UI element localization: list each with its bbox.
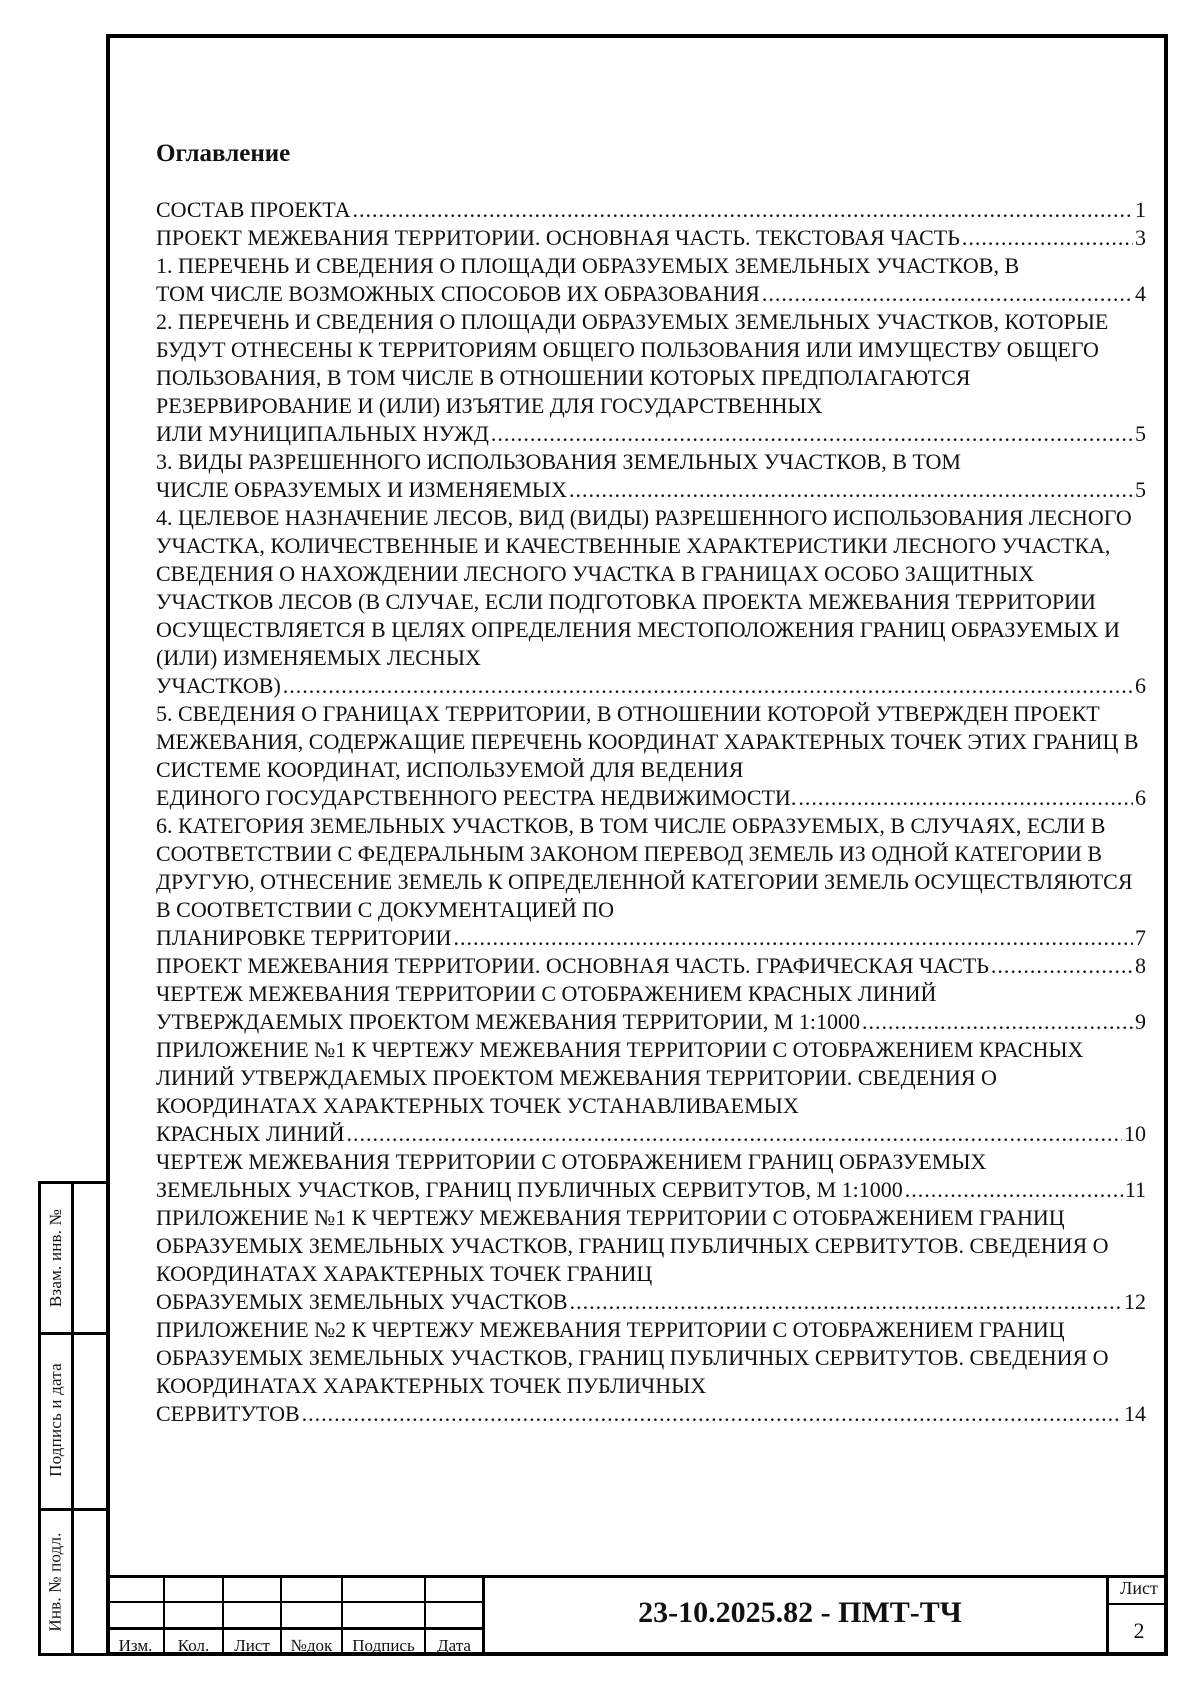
- toc-entry-title: УТВЕРЖДАЕМЫХ ПРОЕКТОМ МЕЖЕВАНИЯ ТЕРРИТОРИИ, М 1:1000: [156, 1009, 860, 1034]
- toc-entry[interactable]: [156, 700, 1146, 812]
- dot-leader: [353, 196, 1133, 224]
- toc-entry[interactable]: [156, 448, 1146, 504]
- col-data: Дата: [437, 1636, 471, 1655]
- dot-leader: [302, 1400, 1122, 1428]
- toc-entry-text: 2. ПЕРЕЧЕНЬ И СВЕДЕНИЯ О ПЛОЩАДИ ОБРАЗУЕМЫХ ЗЕМЕЛЬНЫХ УЧАСТКОВ, КОТОРЫЕ БУДУТ ОТНЕСЕНЫ К ТЕРРИТОРИЯМ ОБЩЕГО ПОЛЬЗОВАНИЯ ИЛИ ИМУЩЕСТВУ ОБЩЕГО ПОЛЬЗОВАНИЯ, В ТОМ ЧИСЛЕ В ОТНОШЕНИИ КОТОРЫХ ПРЕДПОЛАГАЮТСЯ РЕЗЕРВИРОВАНИЕ И (ИЛИ) ИЗЪЯТИЕ ДЛЯ ГОСУДАРСТВЕННЫХ: [156, 309, 1109, 418]
- toc-entry[interactable]: [156, 980, 1146, 1036]
- col-list: Лист: [234, 1636, 270, 1655]
- toc-page-number: 5: [1135, 421, 1146, 446]
- dot-leader: [798, 784, 1133, 812]
- dot-leader: [570, 1288, 1122, 1316]
- toc-entry-text: 4. ЦЕЛЕВОЕ НАЗНАЧЕНИЕ ЛЕСОВ, ВИД (ВИДЫ) РАЗРЕШЕННОГО ИСПОЛЬЗОВАНИЯ ЛЕСНОГО УЧАСТКА, КОЛИЧЕСТВЕННЫЕ И КАЧЕСТВЕННЫЕ ХАРАКТЕРИСТИКИ ЛЕСНОГО УЧАСТКА, СВЕДЕНИЯ О НАХОЖДЕНИИ ЛЕСНОГО УЧАСТКА В ГРАНИЦАХ ОСОБО ЗАЩИТНЫХ УЧАСТКОВ ЛЕСОВ (В СЛУЧАЕ, ЕСЛИ ПОДГОТОВКА ПРОЕКТА МЕЖЕВАНИЯ ТЕРРИТОРИИ ОСУЩЕСТВЛЯЕТСЯ В ЦЕЛЯХ ОПРЕДЕЛЕНИЯ МЕСТОПОЛОЖЕНИЯ ГРАНИЦ ОБРАЗУЕМЫХ И (ИЛИ) ИЗМЕНЯЕМЫХ ЛЕСНЫХ: [156, 505, 1132, 670]
- toc-entry[interactable]: [156, 1204, 1146, 1316]
- toc-entry-text: 6. КАТЕГОРИЯ ЗЕМЕЛЬНЫХ УЧАСТКОВ, В ТОМ ЧИСЛЕ ОБРАЗУЕМЫХ, В СЛУЧАЯХ, ЕСЛИ В СООТВЕТСТВИИ С ФЕДЕРАЛЬНЫМ ЗАКОНОМ ПЕРЕВОД ЗЕМЕЛЬ ИЗ ОДНОЙ КАТЕГОРИИ В ДРУГУЮ, ОТНЕСЕНИЕ ЗЕМЕЛЬ К ОПРЕДЕЛЕННОЙ КАТЕГОРИИ ЗЕМЕЛЬ ОСУЩЕСТВЛЯЮТСЯ В СООТВЕТСТВИИ С ДОКУМЕНТАЦИЕЙ ПО: [156, 813, 1133, 922]
- toc-entry-text: 5. СВЕДЕНИЯ О ГРАНИЦАХ ТЕРРИТОРИИ, В ОТНОШЕНИИ КОТОРОЙ УТВЕРЖДЕН ПРОЕКТ МЕЖЕВАНИЯ, СОДЕРЖАЩИЕ ПЕРЕЧЕНЬ КООРДИНАТ ХАРАКТЕРНЫХ ТОЧЕК ЭТИХ ГРАНИЦ В СИСТЕМЕ КООРДИНАТ, ИСПОЛЬЗУЕМОЙ ДЛЯ ВЕДЕНИЯ: [156, 701, 1139, 782]
- toc-entry-title: УЧАСТКОВ): [156, 673, 281, 698]
- toc-entry[interactable]: [156, 196, 1146, 224]
- col-ndok: №док: [290, 1636, 333, 1655]
- toc-entry[interactable]: [156, 252, 1146, 308]
- toc-entry[interactable]: [156, 812, 1146, 952]
- toc-entry-text: 1. ПЕРЕЧЕНЬ И СВЕДЕНИЯ О ПЛОЩАДИ ОБРАЗУЕМЫХ ЗЕМЕЛЬНЫХ УЧАСТКОВ, В: [156, 253, 1020, 278]
- dot-leader: [347, 1120, 1123, 1148]
- toc-entry-title: ЗЕМЕЛЬНЫХ УЧАСТКОВ, ГРАНИЦ ПУБЛИЧНЫХ СЕРВИТУТОВ, М 1:1000: [156, 1177, 903, 1202]
- toc-entry-text: ЧЕРТЕЖ МЕЖЕВАНИЯ ТЕРРИТОРИИ С ОТОБРАЖЕНИЕМ ГРАНИЦ ОБРАЗУЕМЫХ: [156, 1149, 987, 1174]
- dot-leader: [762, 280, 1133, 308]
- toc-page-number: 8: [1135, 953, 1146, 978]
- table-of-contents: [156, 196, 1146, 1428]
- toc-entry-text: ПРИЛОЖЕНИЕ №1 К ЧЕРТЕЖУ МЕЖЕВАНИЯ ТЕРРИТОРИИ С ОТОБРАЖЕНИЕМ ГРАНИЦ ОБРАЗУЕМЫХ ЗЕМЕЛЬНЫХ УЧАСТКОВ, ГРАНИЦ ПУБЛИЧНЫХ СЕРВИТУТОВ. СВЕДЕНИЯ О КООРДИНАТАХ ХАРАКТЕРНЫХ ТОЧЕК ГРАНИЦ: [156, 1205, 1109, 1286]
- col-podpis: Подпись: [352, 1636, 415, 1655]
- dot-leader: [453, 924, 1133, 952]
- toc-page-number: 14: [1124, 1401, 1146, 1426]
- toc-entry[interactable]: [156, 308, 1146, 448]
- toc-entry-title: ИЛИ МУНИЦИПАЛЬНЫХ НУЖД: [156, 421, 489, 446]
- dot-leader: [991, 952, 1133, 980]
- toc-page-number: 12: [1124, 1289, 1146, 1314]
- toc-entry-title: ЕДИНОГО ГОСУДАРСТВЕННОГО РЕЕСТРА НЕДВИЖИМОСТИ.: [156, 785, 797, 810]
- toc-entry[interactable]: [156, 1036, 1146, 1148]
- dot-leader: [905, 1176, 1123, 1204]
- toc-entry-text: 3. ВИДЫ РАЗРЕШЕННОГО ИСПОЛЬЗОВАНИЯ ЗЕМЕЛЬНЫХ УЧАСТКОВ, В ТОМ: [156, 449, 961, 474]
- toc-entry-title: ПРОЕКТ МЕЖЕВАНИЯ ТЕРРИТОРИИ. ОСНОВНАЯ ЧАСТЬ. ГРАФИЧЕСКАЯ ЧАСТЬ: [156, 953, 989, 978]
- toc-entry-title: ПЛАНИРОВКЕ ТЕРРИТОРИИ: [156, 925, 452, 950]
- toc-page-number: 7: [1135, 925, 1146, 950]
- col-kol: Кол.: [177, 1636, 210, 1655]
- toc-page-number: 1: [1135, 197, 1146, 222]
- toc-page-number: 4: [1135, 281, 1146, 306]
- toc-page-number: 3: [1135, 225, 1146, 250]
- dot-leader: [962, 224, 1133, 252]
- toc-entry[interactable]: [156, 1316, 1146, 1428]
- toc-page-number: 6: [1135, 673, 1146, 698]
- toc-entry-text: ПРИЛОЖЕНИЕ №2 К ЧЕРТЕЖУ МЕЖЕВАНИЯ ТЕРРИТОРИИ С ОТОБРАЖЕНИЕМ ГРАНИЦ ОБРАЗУЕМЫХ ЗЕМЕЛЬНЫХ УЧАСТКОВ, ГРАНИЦ ПУБЛИЧНЫХ СЕРВИТУТОВ. СВЕДЕНИЯ О КООРДИНАТАХ ХАРАКТЕРНЫХ ТОЧЕК ПУБЛИЧНЫХ: [156, 1317, 1109, 1398]
- vzam-inv-label: Взам. инв. №: [46, 1208, 66, 1308]
- toc-entry-title: ТОМ ЧИСЛЕ ВОЗМОЖНЫХ СПОСОБОВ ИХ ОБРАЗОВАНИЯ: [156, 281, 760, 306]
- toc-page-number: 10: [1124, 1121, 1146, 1146]
- toc-page-number: 9: [1135, 1009, 1146, 1034]
- toc-page-number: 11: [1124, 1177, 1146, 1202]
- toc-page-number: 6: [1135, 785, 1146, 810]
- podpis-data-label: Подпись и дата: [46, 1363, 66, 1477]
- toc-title: Оглавление: [156, 140, 291, 167]
- toc-entry-title: СЕРВИТУТОВ: [156, 1401, 300, 1426]
- toc-entry-text: ПРИЛОЖЕНИЕ №1 К ЧЕРТЕЖУ МЕЖЕВАНИЯ ТЕРРИТОРИИ С ОТОБРАЖЕНИЕМ КРАСНЫХ ЛИНИЙ УТВЕРЖДАЕМЫХ ПРОЕКТОМ МЕЖЕВАНИЯ ТЕРРИТОРИИ. СВЕДЕНИЯ О КООРДИНАТАХ ХАРАКТЕРНЫХ ТОЧЕК УСТАНАВЛИВАЕМЫХ: [156, 1037, 1084, 1118]
- toc-entry[interactable]: [156, 504, 1146, 700]
- toc-entry-title: ОБРАЗУЕМЫХ ЗЕМЕЛЬНЫХ УЧАСТКОВ: [156, 1289, 568, 1314]
- sheet-label: Лист: [1120, 1578, 1158, 1598]
- toc-entry-text: ЧЕРТЕЖ МЕЖЕВАНИЯ ТЕРРИТОРИИ С ОТОБРАЖЕНИЕМ КРАСНЫХ ЛИНИЙ: [156, 981, 937, 1006]
- side-stamp-divider: [71, 1184, 74, 1653]
- toc-entry[interactable]: [156, 1148, 1146, 1204]
- dot-leader: [569, 476, 1133, 504]
- toc-entry-title: ПРОЕКТ МЕЖЕВАНИЯ ТЕРРИТОРИИ. ОСНОВНАЯ ЧАСТЬ. ТЕКСТОВАЯ ЧАСТЬ: [156, 225, 960, 250]
- dot-leader: [491, 420, 1133, 448]
- toc-entry[interactable]: [156, 952, 1146, 980]
- toc-entry[interactable]: [156, 224, 1146, 252]
- toc-entry-title: КРАСНЫХ ЛИНИЙ: [156, 1121, 345, 1146]
- inv-podl-label: Инв. № подл.: [46, 1532, 66, 1632]
- dot-leader: [862, 1008, 1133, 1036]
- side-stamp: [38, 1181, 106, 1656]
- toc-page-number: 5: [1135, 477, 1146, 502]
- toc-entry-title: ЧИСЛЕ ОБРАЗУЕМЫХ И ИЗМЕНЯЕМЫХ: [156, 477, 568, 502]
- document-code: 23-10.2025.82 - ПМТ-ТЧ: [638, 1596, 962, 1629]
- dot-leader: [283, 672, 1133, 700]
- sheet-number: 2: [1133, 1618, 1145, 1643]
- toc-entry-title: СОСТАВ ПРОЕКТА: [156, 197, 351, 222]
- col-izm: Изм.: [118, 1636, 153, 1655]
